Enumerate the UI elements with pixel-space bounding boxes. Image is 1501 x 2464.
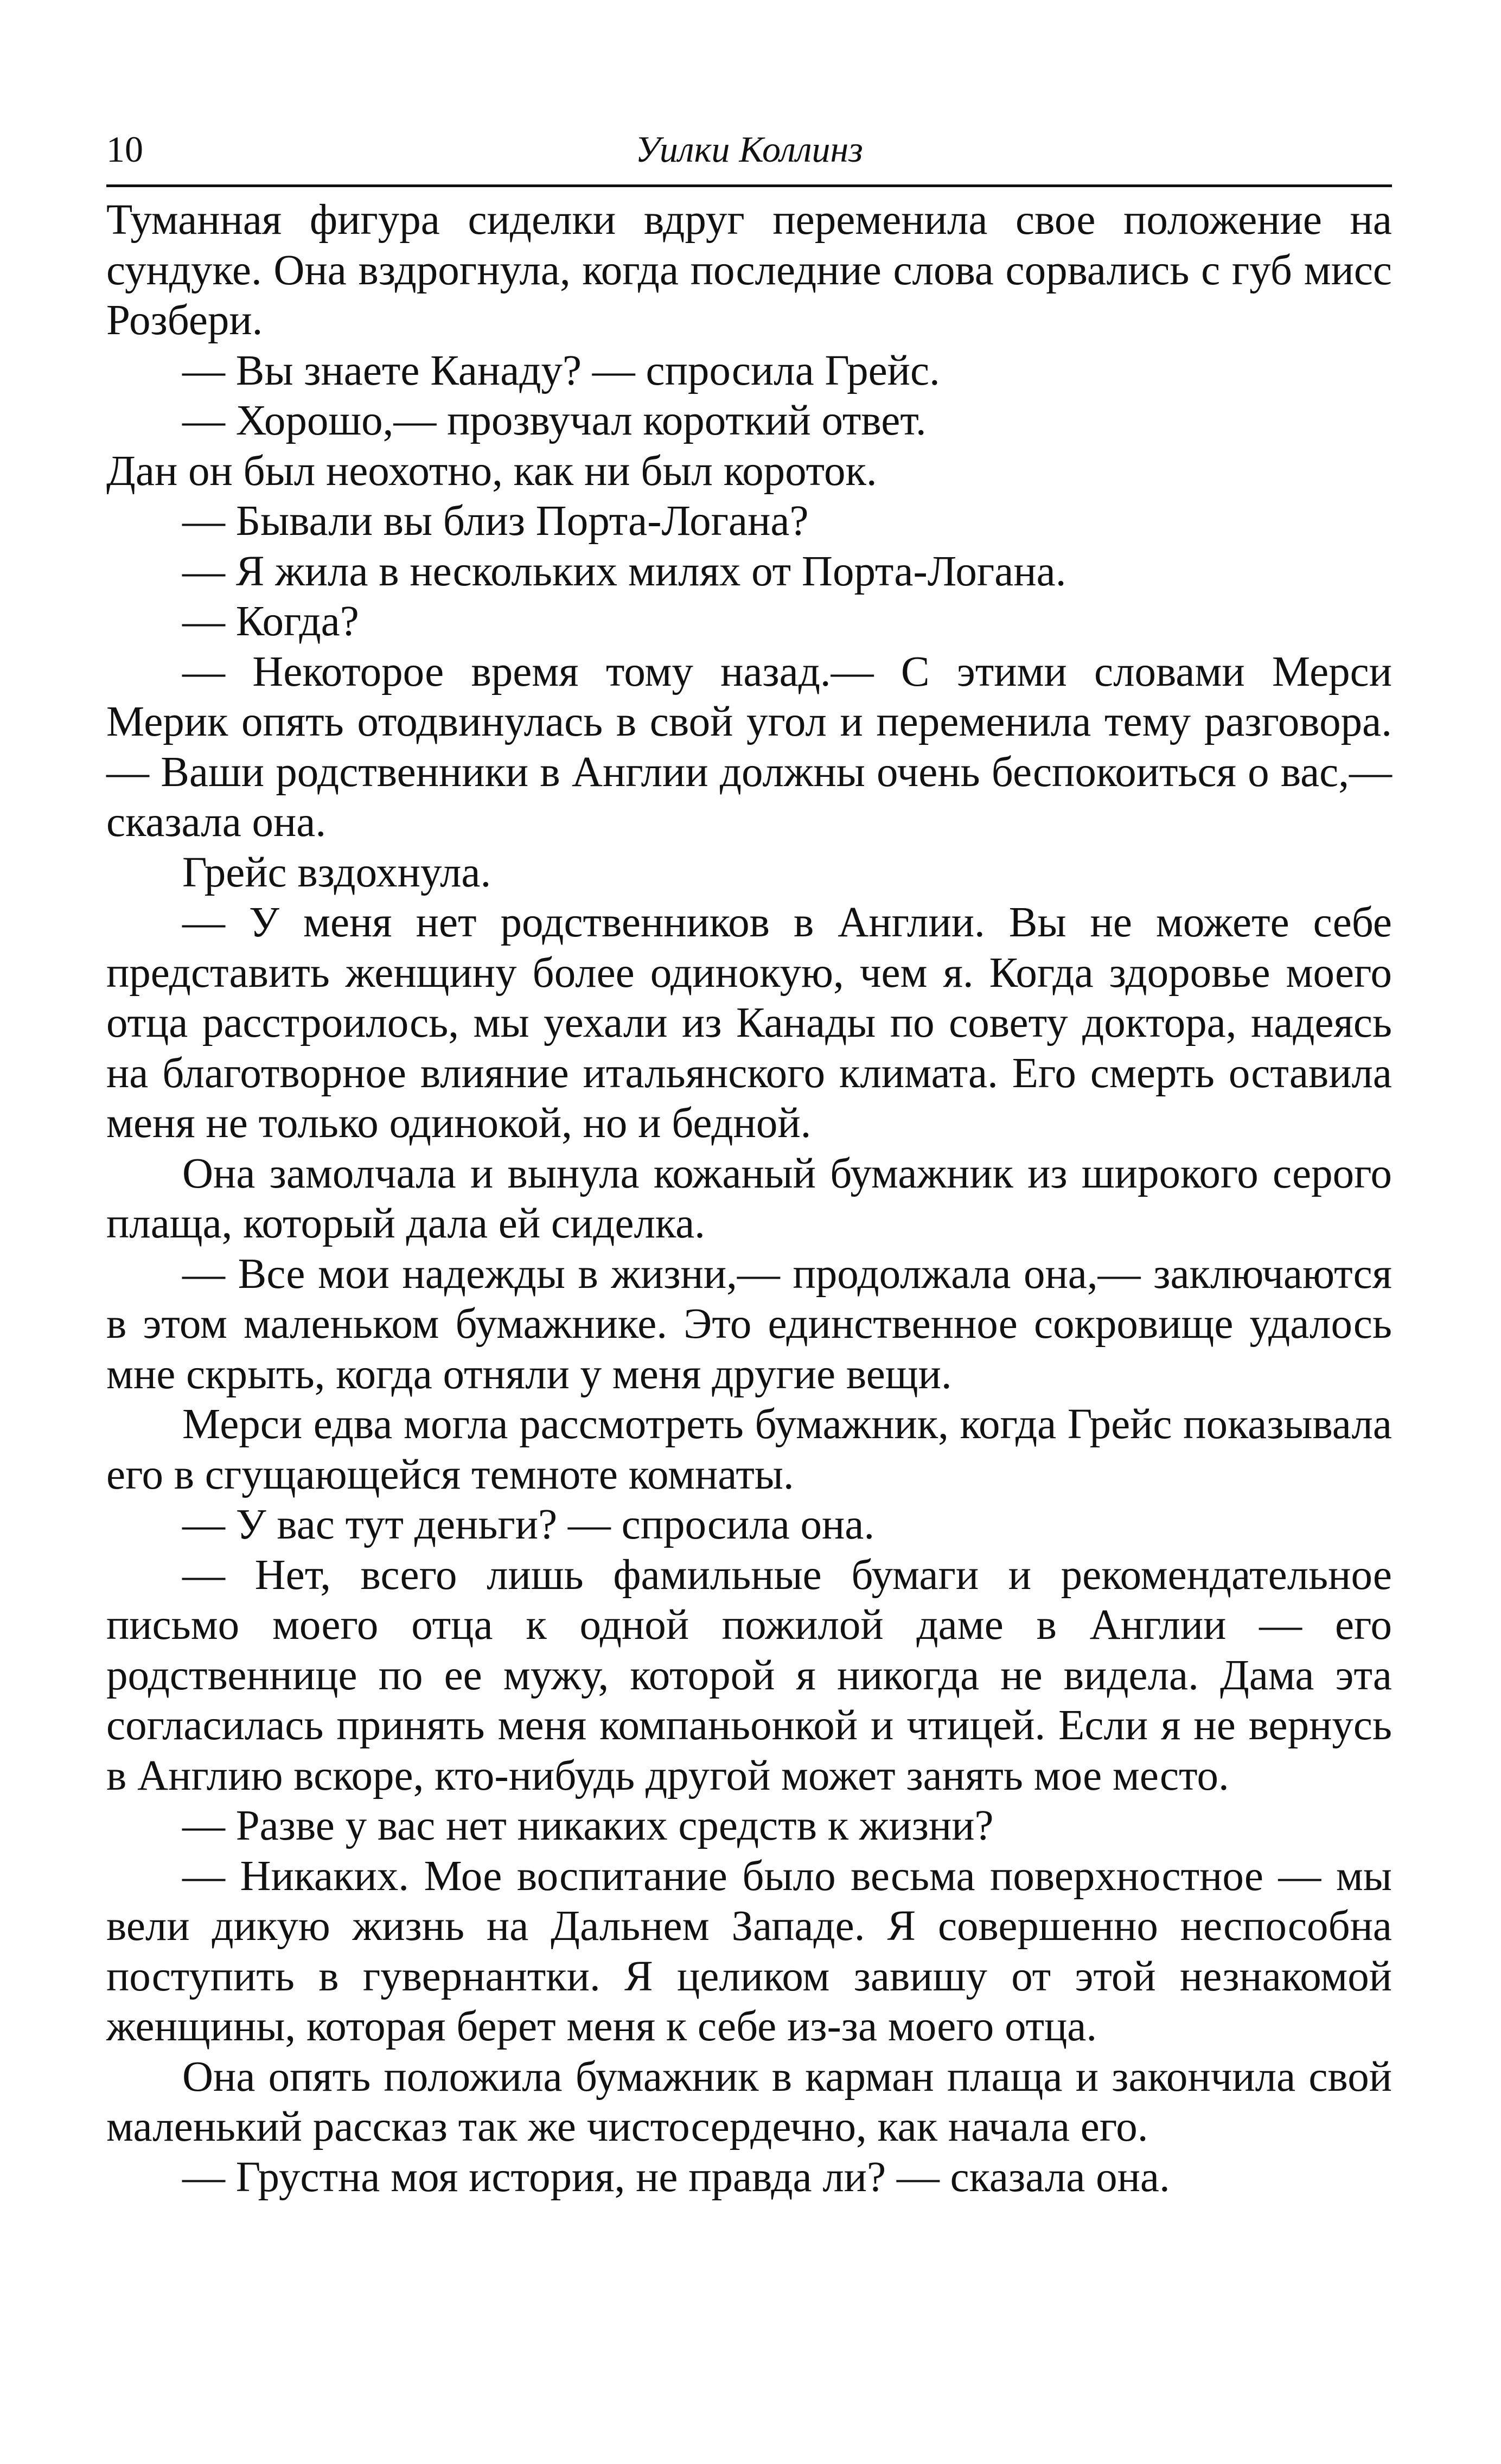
paragraph: — Никаких. Мое воспитание было весьма поверхностное — мы вели дикую жизнь на Дальнем Западе. Я совершенно неспособна поступить в гувернантки. Я целиком завишу от этой незнакомой женщины, которая берет меня к себе из-за моего отца. <box>106 1852 1392 2050</box>
paragraph: — У вас тут деньги? — спросила она. <box>182 1501 875 1548</box>
paragraph: — Бывали вы близ Порта-Логана? <box>182 497 809 545</box>
paragraph: Она замолчала и вынула кожаный бумажник из широкого серого плаща, который дала ей сиделка. <box>106 1150 1392 1247</box>
paragraph: Дан он был неохотно, как ни был короток. <box>106 447 877 495</box>
body-text <box>106 195 1392 2203</box>
paragraph: — Нет, всего лишь фамильные бумаги и рекомендательное письмо моего отца к одной пожилой даме в Англии — его родственнице по ее мужу, которой я никогда не видела. Дама эта согласилась принять меня компаньонкой и чтицей. Если я не вернусь в Англию вскоре, кто-нибудь другой может занять мое место. <box>106 1551 1392 1799</box>
paragraph: — Когда? <box>182 598 359 645</box>
running-header <box>106 108 1392 187</box>
paragraph: — Некоторое время тому назад.— С этими словами Мерси Мерик опять отодвинулась в свой угол и переменила тему разговора.— Ваши родственники в Англии должны очень беспокоиться о вас,— сказала она. <box>106 648 1392 846</box>
paragraph: — Я жила в нескольких милях от Порта-Логана. <box>182 547 1066 595</box>
paragraph: Грейс вздохнула. <box>182 848 491 896</box>
paragraph: — Вы знаете Канаду? — спросила Грейс. <box>182 347 940 394</box>
page-number: 10 <box>106 129 143 170</box>
paragraph: Мерси едва могла рассмотреть бумажник, когда Грейс показывала его в сгущающейся темноте комнаты. <box>106 1401 1392 1498</box>
paragraph: Она опять положила бумажник в карман плаща и закончила свой маленький рассказ так же чистосердечно, как начала его. <box>106 2053 1392 2150</box>
paragraph: — У меня нет родственников в Англии. Вы не можете себе представить женщину более одинокую, чем я. Когда здоровье моего отца расстроилось, мы уехали из Канады по совету доктора, надеясь на благотворное влияние итальянского климата. Его смерть оставила меня не только одинокой, но и бедной. <box>106 899 1392 1147</box>
paragraph: — Грустна моя история, не правда ли? — сказала она. <box>182 2153 1170 2201</box>
paragraph: — Разве у вас нет никаких средств к жизни? <box>182 1802 994 1849</box>
paragraph: Туманная фигура сиделки вдруг переменила свое положение на сундуке. Она вздрогнула, когда последние слова сорвались с губ мисс Розбери. <box>106 196 1392 344</box>
running-title: Уилки Коллинз <box>635 129 863 170</box>
paragraph: — Хорошо,— прозвучал короткий ответ. <box>182 397 927 444</box>
paragraph: — Все мои надежды в жизни,— продолжала она,— заключаются в этом маленьком бумажнике. Это единственное сокровище удалось мне скрыть, когда отняли у меня другие вещи. <box>106 1250 1392 1398</box>
